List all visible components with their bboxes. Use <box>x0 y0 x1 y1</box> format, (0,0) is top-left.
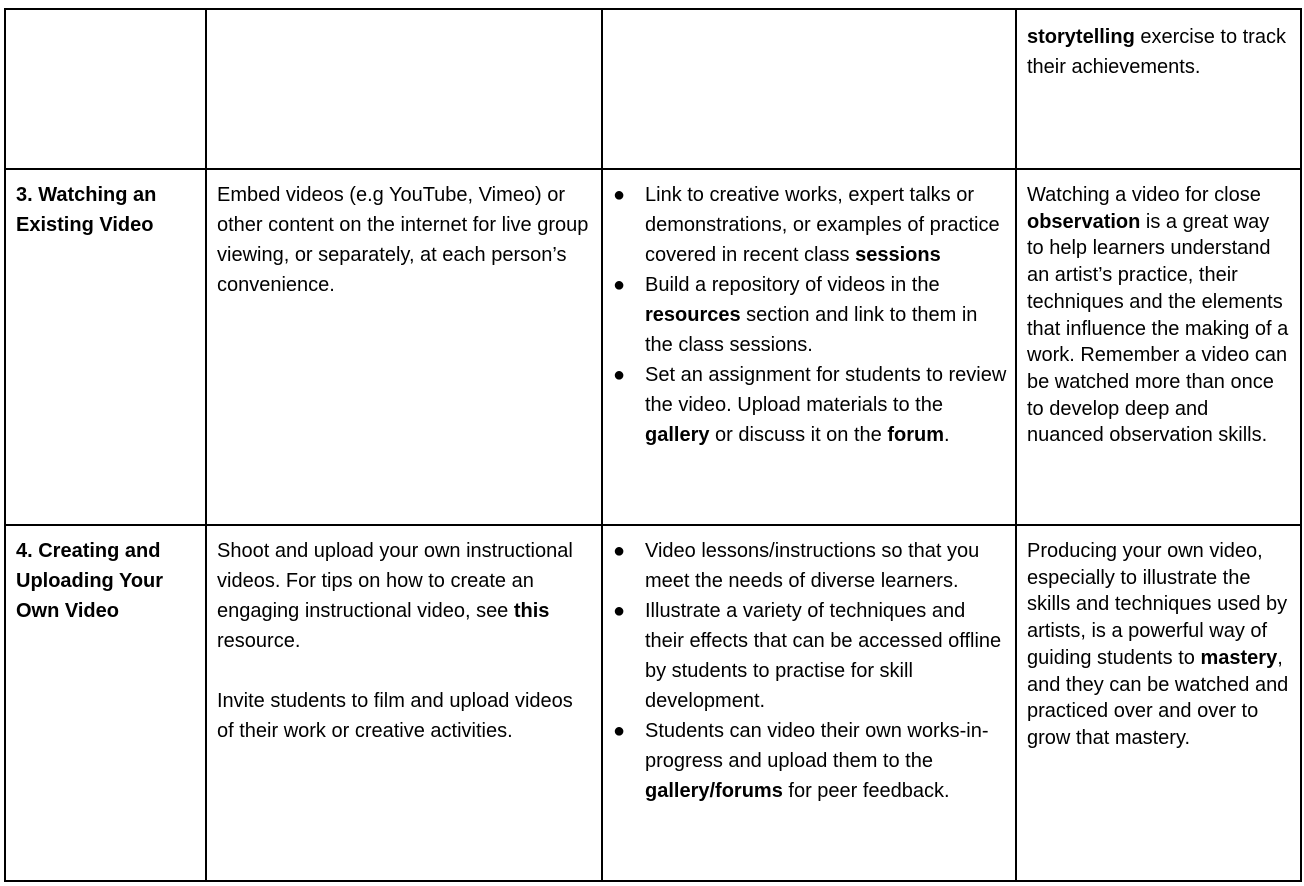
row4-description-cell <box>206 525 602 881</box>
description-text: resource. <box>217 630 301 652</box>
row0-description-cell <box>206 9 602 169</box>
row4-notes-text: , and they can be watched and practiced over and over to grow that mastery. <box>1027 646 1289 749</box>
row4-description-para1 <box>217 536 591 656</box>
table-row <box>5 9 1301 169</box>
row0-notes-text: exercise to track their achievements. <box>1027 26 1286 78</box>
bullet-text: for peer feedback. <box>782 780 950 802</box>
bullet-text: Build a repository of videos in the <box>645 274 940 296</box>
bullet-icon: ● <box>612 720 626 742</box>
row4-notes-cell <box>1016 525 1301 881</box>
table-row <box>5 525 1301 881</box>
bullet-bold: gallery/forums <box>645 780 783 802</box>
video-methods-table <box>4 8 1302 882</box>
bullet-text: section and link to them in the class sessions. <box>645 304 978 356</box>
bullet-bold: resources <box>645 304 741 326</box>
row0-ideas-cell <box>602 9 1016 169</box>
row3-bullet-list <box>612 180 1007 450</box>
list-item <box>612 270 1007 360</box>
bullet-text: . <box>944 424 950 446</box>
list-item <box>612 360 1007 450</box>
row4-title: 4. Creating and Uploading Your Own Video <box>16 540 164 622</box>
bullet-bold: gallery <box>645 424 710 446</box>
list-item <box>612 596 1007 716</box>
bullet-text: Illustrate a variety of techniques and their effects that can be accessed offline by students to practise for skill development. <box>645 600 1002 712</box>
list-item <box>612 180 1007 270</box>
row4-description-para2: Invite students to film and upload videos of their work or creative activities. <box>217 690 573 742</box>
bullet-text: Students can video their own works-in-progress and upload them to the <box>645 720 989 772</box>
description-text: Shoot and upload your own instructional videos. For tips on how to create an engaging instructional video, see <box>217 540 573 622</box>
row4-notes-text: Producing your own video, especially to illustrate the skills and techniques used by artists, is a powerful way of guiding students to <box>1027 540 1288 669</box>
row4-bullet-list <box>612 536 1007 806</box>
row3-title: 3. Watching an Existing Video <box>16 184 157 236</box>
bullet-text: Set an assignment for students to review the video. Upload materials to the <box>645 364 1007 416</box>
table-row <box>5 169 1301 525</box>
row3-notes-bold: observation <box>1027 210 1141 233</box>
bullet-text: Video lessons/instructions so that you meet the needs of diverse learners. <box>645 540 980 592</box>
row3-description-cell <box>206 169 602 525</box>
list-item <box>612 536 1007 596</box>
row3-notes-text: Watching a video for close <box>1027 184 1261 206</box>
row3-ideas-cell <box>602 169 1016 525</box>
row0-notes-cell <box>1016 9 1301 169</box>
row3-title-cell <box>5 169 206 525</box>
row3-notes-cell <box>1016 169 1301 525</box>
row3-notes-text: is a great way to help learners understand an artist’s practice, their techniques and the elements that influence the making of a work. Remember a video can be watched more than once to develop deep and nuanced observation skills. <box>1027 210 1289 447</box>
bullet-icon: ● <box>612 184 626 206</box>
row3-description: Embed videos (e.g YouTube, Vimeo) or other content on the internet for live group viewing, or separately, at each person’s convenience. <box>217 184 589 296</box>
list-item <box>612 716 1007 806</box>
row4-notes-bold: mastery <box>1200 646 1278 669</box>
bullet-icon: ● <box>612 600 626 622</box>
bullet-icon: ● <box>612 540 626 562</box>
row0-notes-bold: storytelling <box>1027 26 1135 48</box>
bullet-bold: sessions <box>855 244 941 266</box>
paragraph-gap <box>217 656 591 686</box>
bullet-text: Link to creative works, expert talks or demonstrations, or examples of practice covered in recent class <box>645 184 1000 266</box>
bullet-icon: ● <box>612 274 626 296</box>
row0-title-cell <box>5 9 206 169</box>
row4-ideas-cell <box>602 525 1016 881</box>
bullet-bold: forum <box>887 424 945 446</box>
description-bold: this <box>513 600 550 622</box>
row4-title-cell <box>5 525 206 881</box>
bullet-text: or discuss it on the <box>709 424 888 446</box>
bullet-icon: ● <box>612 364 626 386</box>
